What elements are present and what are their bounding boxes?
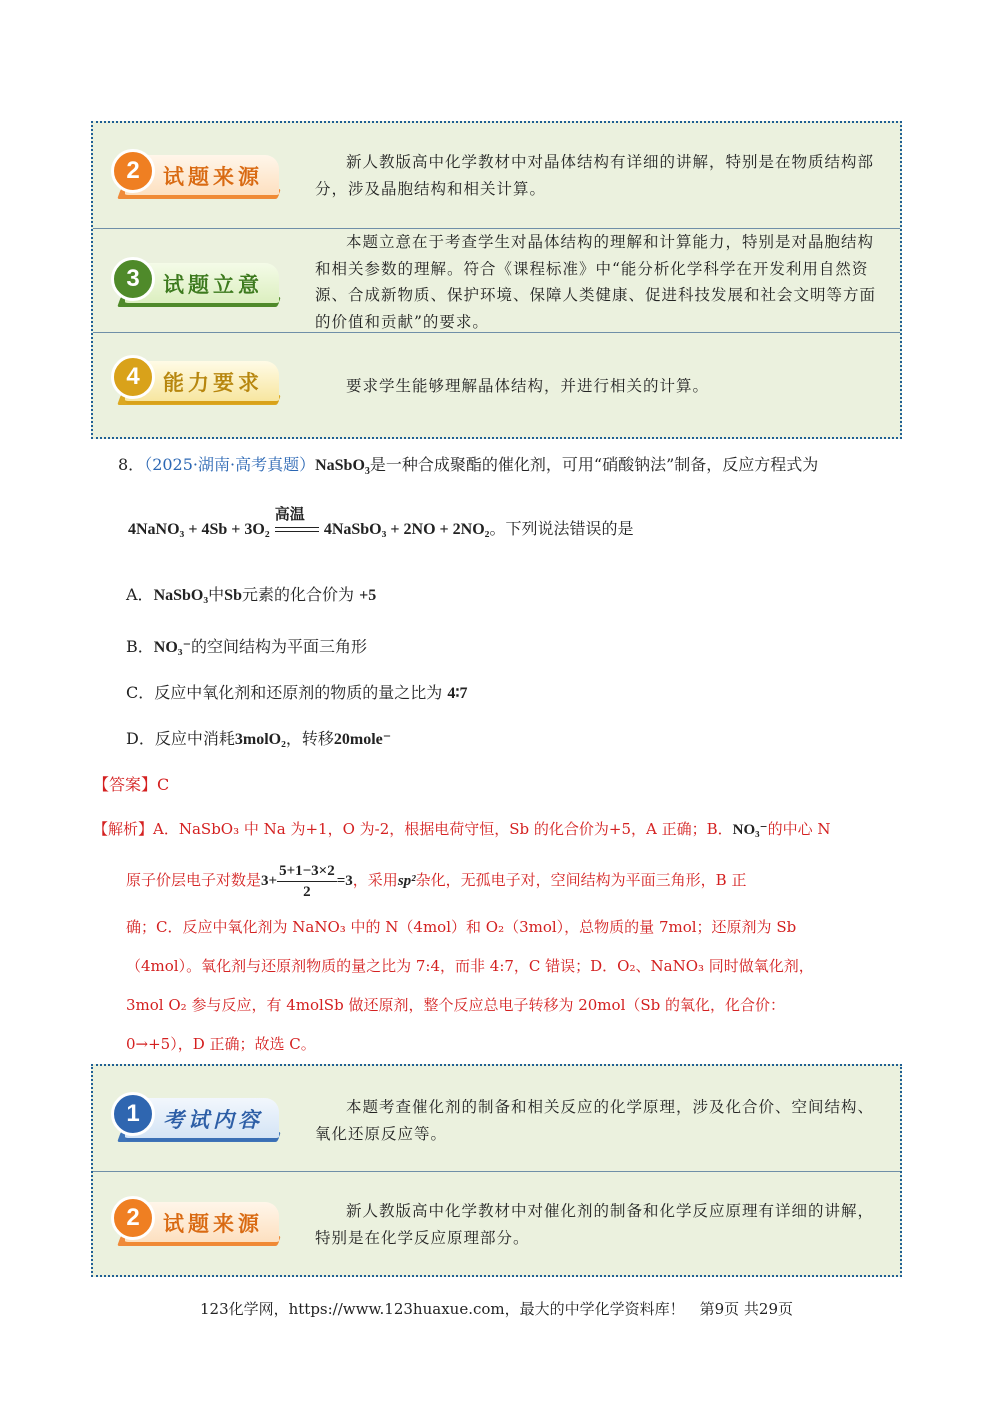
row-source	[93, 123, 900, 228]
option-b[interactable]: B．NO₃⁻的空间结构为平面三角形	[126, 637, 368, 656]
row-intent	[93, 228, 900, 333]
page-footer: 123化学网，https://www.123huaxue.com，最大的中学化学资料库！ 第9页 共29页	[199, 1300, 794, 1318]
number-circle: 1	[111, 1092, 155, 1136]
badge-ability	[111, 351, 281, 407]
badge-content	[111, 1088, 281, 1144]
option-a[interactable]: A．NaSbO₃中Sb元素的化合价为 +5	[126, 585, 377, 604]
analysis-line-2: 原子价层电子对数是3+ $\frac{5+1-3\times 2}{2}$ =3，采用sp²杂化，无孤电子对，空间结构为平面三角形，B 正	[126, 862, 747, 900]
badge-title: 试题来源	[163, 165, 263, 189]
number-circle: 2	[111, 1196, 155, 1240]
answer-value: C	[157, 775, 170, 794]
number-circle: 4	[111, 355, 155, 399]
number-circle: 2	[111, 149, 155, 193]
question-source: （2025·湖南·高考真题）	[144, 455, 316, 474]
badge-title: 考试内容	[163, 1108, 263, 1132]
number-circle: 3	[111, 257, 155, 301]
equation-line	[128, 507, 898, 542]
badge-source-2	[111, 1192, 281, 1248]
badge-source	[111, 145, 281, 201]
analysis-line-3: 确；C．反应中氧化剂为 NaNO₃ 中的 N（4mol）和 O₂（3mol），总物质的量 7mol；还原剂为 Sb	[126, 918, 797, 936]
answer-line	[93, 773, 169, 797]
stem-text: 是一种合成聚酯的催化剂，可用“硝酸钠法”制备，反应方程式为	[369, 455, 819, 474]
equation-left: 4NaNO₃ + 4Sb + 3O₂	[128, 521, 270, 538]
answer-label: 【答案】	[93, 775, 158, 794]
badge-title: 试题立意	[163, 273, 263, 297]
question-number: 8．	[118, 455, 145, 474]
fraction: $\frac{5+1-3\times 2}{2}$	[279, 862, 335, 900]
stem-text-2: 。下列说法错误的是	[489, 519, 634, 538]
row-text: 新人教版高中化学教材中对晶体结构有详细的讲解，特别是在物质结构部分，涉及晶胞结构和相关计算。	[315, 153, 875, 198]
option-d[interactable]: D．反应中消耗3molO₂，转移20mole⁻	[126, 729, 392, 748]
analysis-line-5: 3mol O₂ 参与反应，有 4molSb 做还原剂，整个反应总电子转移为 20mol（Sb 的氧化，化合价：	[126, 996, 786, 1014]
analysis-line-1: 【解析】A．NaSbO₃ 中 Na 为+1，O 为-2，根据电荷守恒，Sb 的化合价为+5，A 正确；B．NO₃⁻的中心 N	[93, 820, 831, 838]
analysis-line-6: 0→+5），D 正确；故选 C。	[126, 1035, 316, 1053]
equation-right: 4NaSbO₃ + 2NO + 2NO₂	[323, 521, 490, 538]
row-text: 新人教版高中化学教材中对催化剂的制备和化学反应原理有详细的讲解，特别是在化学反应原理部分。	[315, 1202, 875, 1247]
analysis-box-1	[91, 121, 902, 439]
badge-title: 试题来源	[163, 1212, 263, 1236]
analysis-label: 【解析】	[93, 820, 154, 838]
compound: NaSbO$_3$	[315, 457, 370, 478]
option-c[interactable]: C．反应中氧化剂和还原剂的物质的量之比为 4∶7	[126, 683, 468, 702]
row-text: 本题立意在于考查学生对晶体结构的理解和计算能力，特别是对晶胞结构和相关参数的理解。符合《课程标准》中“能分析化学科学在开发利用自然资源、合成新物质、保护环境、保障人类健康、促进科技发展和社会文明等方面的价值和贡献”的要求。	[315, 233, 877, 331]
badge-intent	[111, 253, 281, 309]
row-content	[93, 1066, 900, 1171]
row-source-2	[93, 1171, 900, 1276]
row-text: 本题考查催化剂的制备和相关反应的化学原理，涉及化合价、空间结构、氧化还原反应等。	[315, 1098, 875, 1143]
analysis-line-4: （4mol）。氧化剂与还原剂物质的量之比为 7:4，而非 4:7，C 错误；D．O₂、NaNO₃ 同时做氧化剂，	[126, 957, 814, 975]
question-stem	[118, 453, 898, 484]
analysis-box-2	[91, 1064, 902, 1277]
badge-title: 能力要求	[163, 371, 263, 395]
row-ability	[93, 332, 900, 438]
equation-arrow	[274, 507, 319, 532]
row-text: 要求学生能够理解晶体结构，并进行相关的计算。	[346, 377, 710, 395]
equation-condition: 高温	[274, 507, 305, 523]
